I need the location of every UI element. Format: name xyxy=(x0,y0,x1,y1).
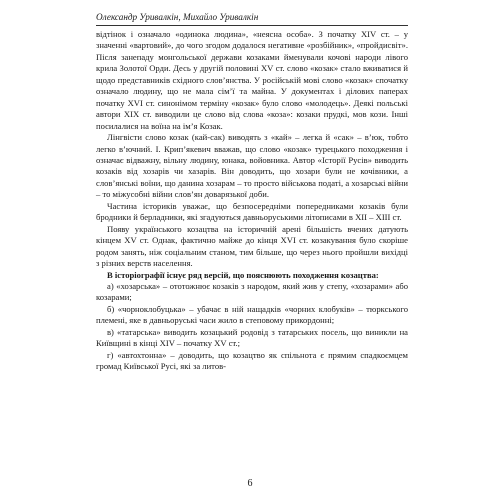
paragraph-1: відтінок і означало «одинока людина», «неясна особа». З початку XIV ст. – у значенні «вартовий», до чого згодом додалося негативне «розбійник», «пройдисвіт». Після занепаду монгольської держави козаками йменували кочові народи лівого крила Золотої Орди. Десь у другій половині XV ст. слово «козак» стало вживатися й щодо представників східного слов’янства. У російській мові слово «козак» спочатку означало людину, що не мала сім’ї та майна. У документах і ділових паперах початку XVI ст. синонімом терміну «козак» було слово «молодець». Деякі польські автори XIX ст. виводили це слово від слова «коза»: козаки прудкі, мов кози. Інші посилалися на воїна на ім’я Козак. xyxy=(96,29,408,131)
list-item-a: а) «хозарська» – ототожнює козаків з народом, який жив у степу, «хозарами» або козарами; xyxy=(96,280,408,303)
list-item-c: в) «татарська» виводить козацький родовід з татарських посель, що виникли на Київщині в кінці XIV – початку XV ст.; xyxy=(96,326,408,349)
paragraph-3: Частина істориків уважає, що безпосередніми попередниками козаків були бродники й берладники, які згадуються давньоруськими літописами в XII – XIII ст. xyxy=(96,200,408,223)
list-item-d: г) «автохтонна» – доводить, що козацтво як спільнота є прямим спадкоємцем громад Київської Русі, які за литов- xyxy=(96,349,408,372)
paragraph-4: Появу українського козацтва на історичній арені більшість вчених датують кінцем XV ст. Однак, фактично майже до кінця XVI ст. козакування було скоріше родом занять, ніж соціальним станом, тим більше, що через нього пройшли вихідці з різних верств населення. xyxy=(96,223,408,269)
versions-heading: В історіографії існує ряд версій, що пояснюють походження козацтва: xyxy=(107,269,379,280)
list-item-b: б) «чорноклобуцька» – убачає в ній нащадків «чорних клобуків» – тюркського племені, яке в давньоруські часи жило в степовому прикордонні; xyxy=(96,303,408,326)
paragraph-2: Лінгвісти слово козак (кай-сак) виводять з «кай» – легка й «сак» – в’юк, тобто легко в’ючний. І. Крип’якевич вважав, що слово «козак» турецького походження і означає відважну, вільну людину, юнака, войовника. Автор «Історії Русів» виводить козаків від хозарів чи хазарів. Він доводить, що хозари були не кочівники, а слов’янські воїни, що данина хозарам – то просто військова податі, а хозарські війни – то міжусобні війни слов’ян доварязької доби. xyxy=(96,132,408,200)
running-head: Олександр Уривалкін, Михайло Уривалкін xyxy=(96,12,408,26)
page-number: 6 xyxy=(247,478,253,489)
